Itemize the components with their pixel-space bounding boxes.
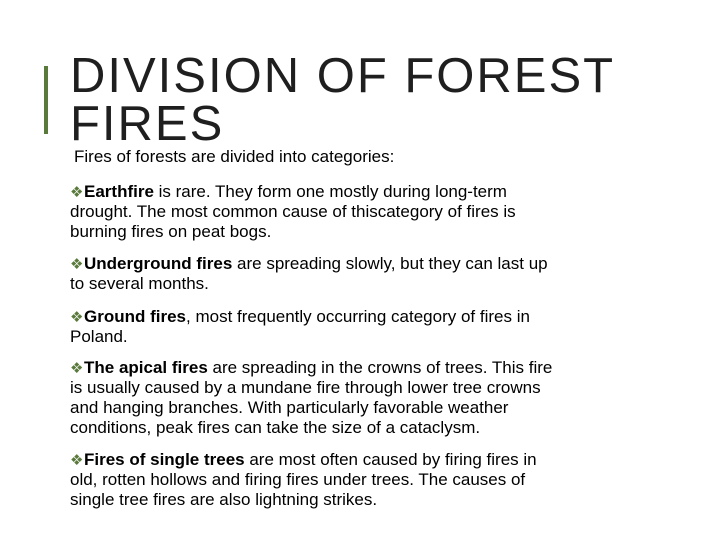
bullet-earthfire xyxy=(70,182,650,242)
diamond-bullet-icon: ❖ xyxy=(70,308,84,326)
bullet-line: and hanging branches. With particularly favorable weather xyxy=(70,398,509,417)
bullet-line: burning fires on peat bogs. xyxy=(70,222,272,241)
intro-text: Fires of forests are divided into categories: xyxy=(74,147,395,166)
bullet-line: old, rotten hollows and firing fires under trees. The causes of xyxy=(70,470,526,489)
bullet-term: Earthfire xyxy=(84,182,154,201)
bullet-term: Underground fires xyxy=(84,254,233,273)
title-line-1: DIVISION OF FOREST xyxy=(70,49,616,103)
bullet-text: , most frequently occurring category of fires in xyxy=(186,307,530,326)
diamond-bullet-icon: ❖ xyxy=(70,183,84,201)
bullet-apical-fires xyxy=(70,358,650,438)
bullet-text: are spreading in the crowns of trees. This fire xyxy=(207,358,553,377)
bullet-line: single tree fires are also lightning strikes. xyxy=(70,490,378,509)
bullet-line xyxy=(70,358,650,378)
bullet-term: Ground fires xyxy=(84,307,187,326)
bullet-line: to several months. xyxy=(70,274,209,293)
bullet-line: is usually caused by a mundane fire through lower tree crowns xyxy=(70,378,541,397)
bullet-term: The apical fires xyxy=(84,358,208,377)
diamond-bullet-icon: ❖ xyxy=(70,451,84,469)
bullet-line xyxy=(70,182,650,202)
accent-bar xyxy=(44,66,48,134)
bullet-text: is rare. They form one mostly during long-term xyxy=(153,182,507,201)
slide-title xyxy=(70,49,616,151)
bullet-single-tree-fires xyxy=(70,450,650,510)
bullet-term: Fires of single trees xyxy=(84,450,245,469)
bullet-line: Poland. xyxy=(70,327,128,346)
diamond-bullet-icon: ❖ xyxy=(70,359,84,377)
bullet-line xyxy=(70,254,650,274)
bullet-line: drought. The most common cause of thiscategory of fires is xyxy=(70,202,516,221)
diamond-bullet-icon: ❖ xyxy=(70,255,84,273)
bullet-line xyxy=(70,450,650,470)
title-line-2: FIRES xyxy=(70,97,225,151)
bullet-line xyxy=(70,307,650,327)
bullet-underground-fires xyxy=(70,254,650,294)
bullet-text: are most often caused by firing fires in xyxy=(244,450,537,469)
bullet-text: are spreading slowly, but they can last up xyxy=(232,254,548,273)
bullet-line: conditions, peak fires can take the size of a cataclysm. xyxy=(70,418,481,437)
bullet-ground-fires xyxy=(70,307,650,347)
